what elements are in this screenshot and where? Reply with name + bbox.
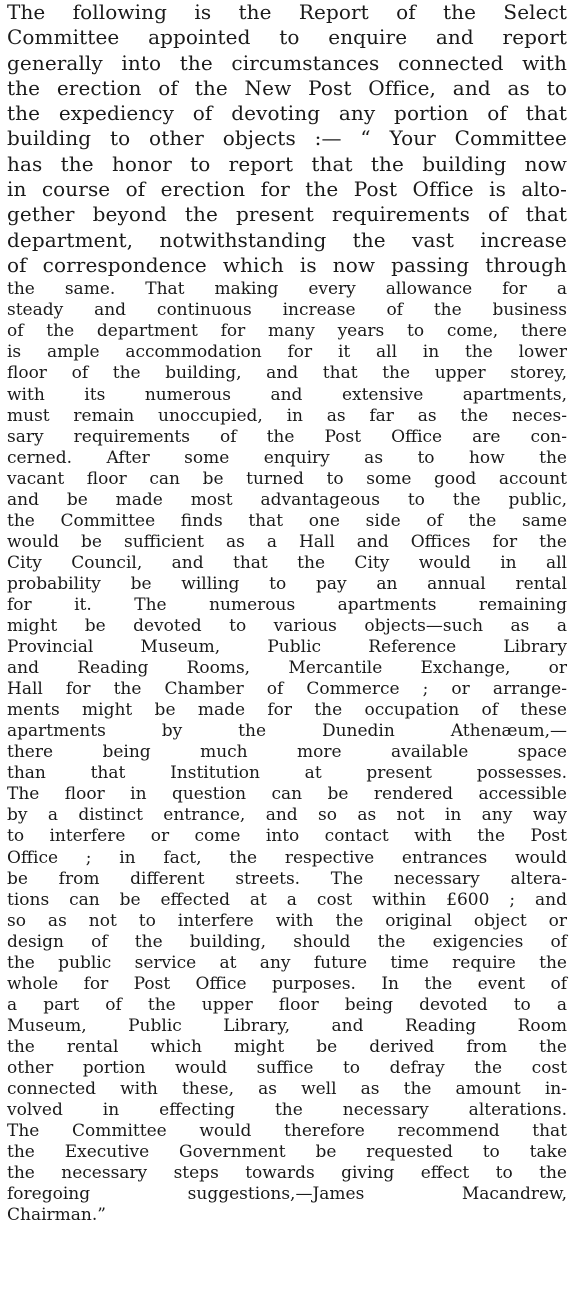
text-line: Museum, Public Library, and Reading Room [7,1015,567,1036]
text-line: The following is the Report of the Select [7,0,567,24]
text-line: to interfere or come into contact with the Post [7,826,567,847]
text-line: is ample accommodation for it all in the lower [7,342,567,363]
text-line: vacant floor can be turned to some good account [7,468,567,489]
text-line: of the department for many years to come, there [7,321,567,342]
text-line: floor of the building, and that the upper storey, [7,363,567,384]
text-line: so as not to interfere with the original object or [7,910,567,931]
text-line: whole for Post Office purposes. In the event of [7,973,567,994]
text-line: design of the building, should the exigencies of [7,931,567,952]
text-line: a part of the upper floor being devoted to a [7,994,567,1015]
text-line: might be devoted to various objects—such as a [7,616,567,637]
text-line: the erection of the New Post Office, and as to [7,75,567,100]
text-line: Hall for the Chamber of Commerce ; or arrange- [7,679,567,700]
text-line: volved in effecting the necessary alterations. [7,1100,567,1121]
text-line: by a distinct entrance, and so as not in any way [7,805,567,826]
text-line: The Committee would therefore recommend that [7,1121,567,1142]
text-line: the public service at any future time require the [7,952,567,973]
text-line: apartments by the Dunedin Athenæum,— [7,721,567,742]
text-line: generally into the circumstances connected with [7,50,567,75]
text-line: for it. The numerous apartments remaining [7,594,567,615]
article-report-body [7,279,567,1226]
text-line: ments might be made for the occupation of these [7,700,567,721]
text-line: Chairman.” [7,1205,106,1226]
text-line: the rental which might be derived from the [7,1036,567,1057]
text-line: Office ; in fact, the respective entrances would [7,847,567,868]
text-line: gether beyond the present requirements of that [7,202,567,227]
text-line: with its numerous and extensive apartments, [7,384,567,405]
text-line: must remain unoccupied, in as far as the neces- [7,405,567,426]
text-line: be from different streets. The necessary altera- [7,868,567,889]
text-line: of correspondence which is now passing through [7,252,567,277]
text-line: Committee appointed to enquire and report [7,25,567,50]
text-line: the Executive Government be requested to take [7,1142,567,1163]
text-line: other portion would suffice to defray the cost [7,1058,567,1078]
text-line: The floor in question can be rendered accessible [7,784,567,805]
newspaper-article [7,0,567,1226]
text-line: would be sufficient as a Hall and Offices for the [7,531,567,552]
text-line: probability be willing to pay an annual rental [7,573,567,594]
article-intro [7,0,567,278]
text-line: tions can be effected at a cost within £600 ; and [7,889,567,910]
text-line: connected with these, as well as the amount in- [7,1079,567,1100]
text-line: the Committee finds that one side of the same [7,510,567,531]
text-line: department, notwithstanding the vast increase [7,227,567,252]
text-line: has the honor to report that the building now [7,151,567,176]
text-line: the same. That making every allowance for a [7,279,567,300]
text-line: foregoing suggestions,—James Macandrew, [7,1184,567,1205]
text-line: the expediency of devoting any portion of that [7,101,567,126]
text-line: City Council, and that the City would in all [7,552,567,573]
text-line: than that Institution at present possesses. [7,763,567,784]
text-line: building to other objects :— “ Your Committee [7,126,567,151]
text-line: cerned. After some enquiry as to how the [7,447,567,468]
text-line: Provincial Museum, Public Reference Library [7,637,567,658]
text-line: steady and continuous increase of the business [7,300,567,321]
text-line: and be made most advantageous to the public, [7,489,567,510]
text-line: and Reading Rooms, Mercantile Exchange, or [7,658,567,679]
text-line: the necessary steps towards giving effect to the [7,1163,567,1184]
text-line: sary requirements of the Post Office are con- [7,426,567,447]
text-line: in course of erection for the Post Office is alto- [7,177,567,202]
text-line: there being much more available space [7,742,567,763]
